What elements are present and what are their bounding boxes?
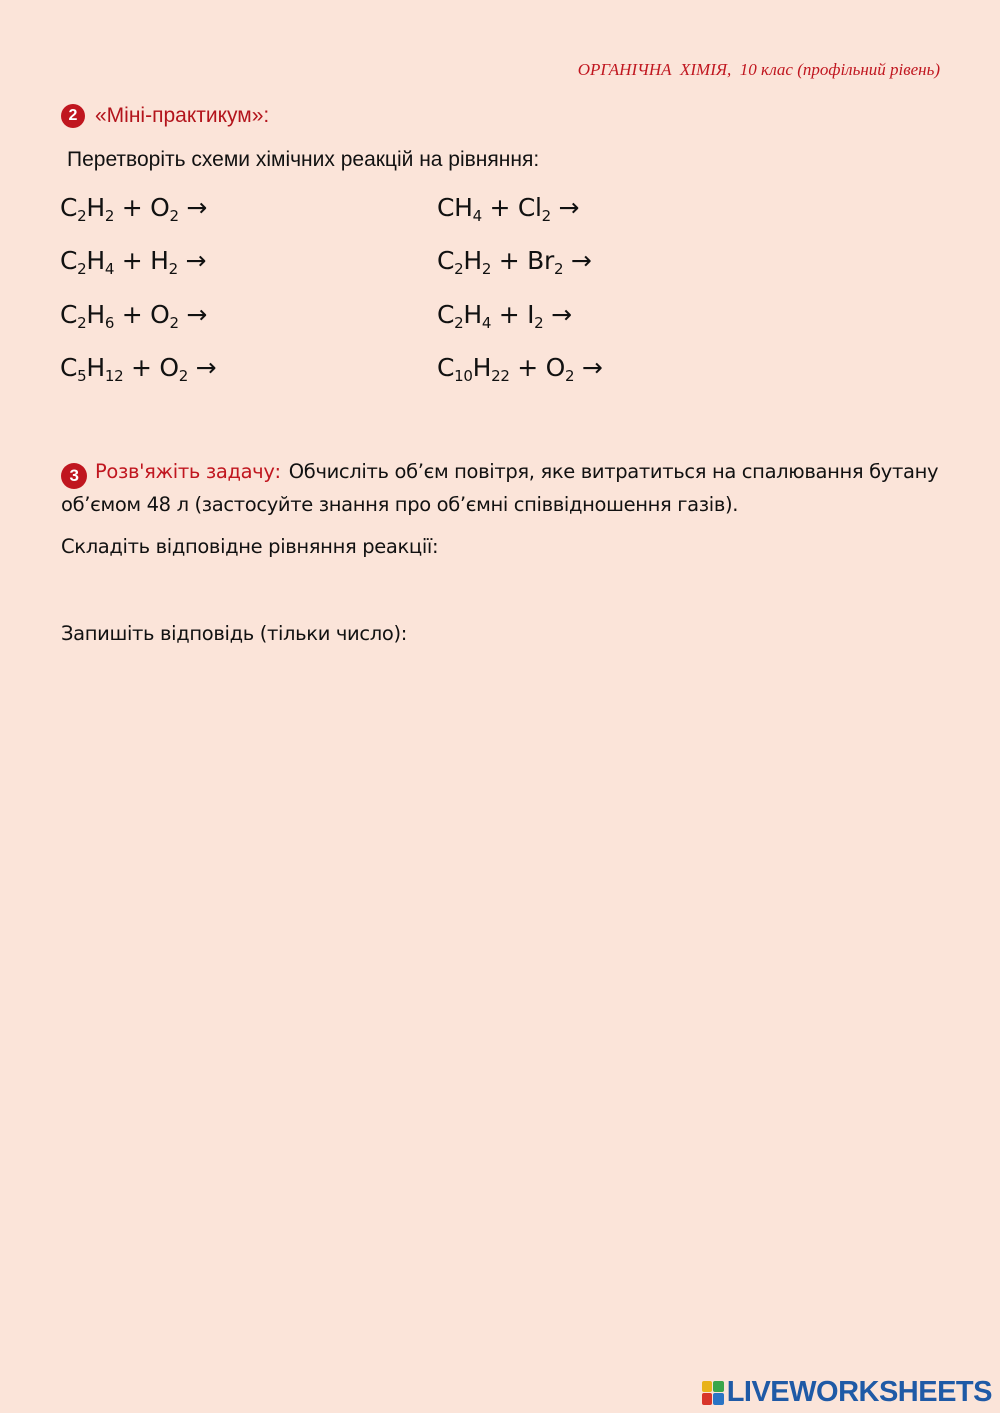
equation-left-3: $C_2H_6 + O_2$ →	[60, 300, 208, 332]
section-3-task	[61, 456, 941, 520]
number-badge-icon: 3	[61, 463, 87, 489]
liveworksheets-logo-icon	[702, 1381, 724, 1405]
equation-left-4: $C_5H_{12} + O_2$ →	[60, 353, 217, 385]
equation-left-1: $C_2H_2 + O_2$ →	[60, 193, 208, 225]
number-badge-icon: 2	[61, 104, 85, 128]
section-3-title: Розв'яжіть задачу:	[95, 460, 281, 483]
brand-footer	[702, 1376, 992, 1409]
equation-right-1: $CH_4 + Cl_2$ →	[437, 193, 580, 225]
page-header: ОРГАНІЧНА ХІМІЯ, 10 клас (профільний рівень)	[577, 60, 940, 79]
section-2-title	[61, 104, 269, 128]
section-2-instruction: Перетворіть схеми хімічних реакцій на рівняння:	[67, 148, 540, 171]
equation-right-2: $C_2H_2 + Br_2$ →	[437, 246, 592, 278]
brand-name: LIVEWORKSHEETS	[726, 1376, 992, 1408]
section-2-title-text: «Міні-практикум»:	[95, 104, 270, 127]
section-3-text: Обчисліть об’єм повітря, яке витратиться на спалювання бутану об’ємом 48 л (застосуйте знання про об’ємні співвідношення газів).	[61, 460, 939, 516]
equation-right-4: $C_{10}H_{22} + O_2$ →	[437, 353, 603, 385]
equation-right-3: $C_2H_4 + I_2$ →	[437, 300, 572, 332]
equation-prompt: Складіть відповідне рівняння реакції:	[61, 535, 439, 558]
answer-prompt: Запишіть відповідь (тільки число):	[61, 622, 407, 645]
equation-left-2: $C_2H_4 + H_2$ →	[60, 246, 207, 278]
